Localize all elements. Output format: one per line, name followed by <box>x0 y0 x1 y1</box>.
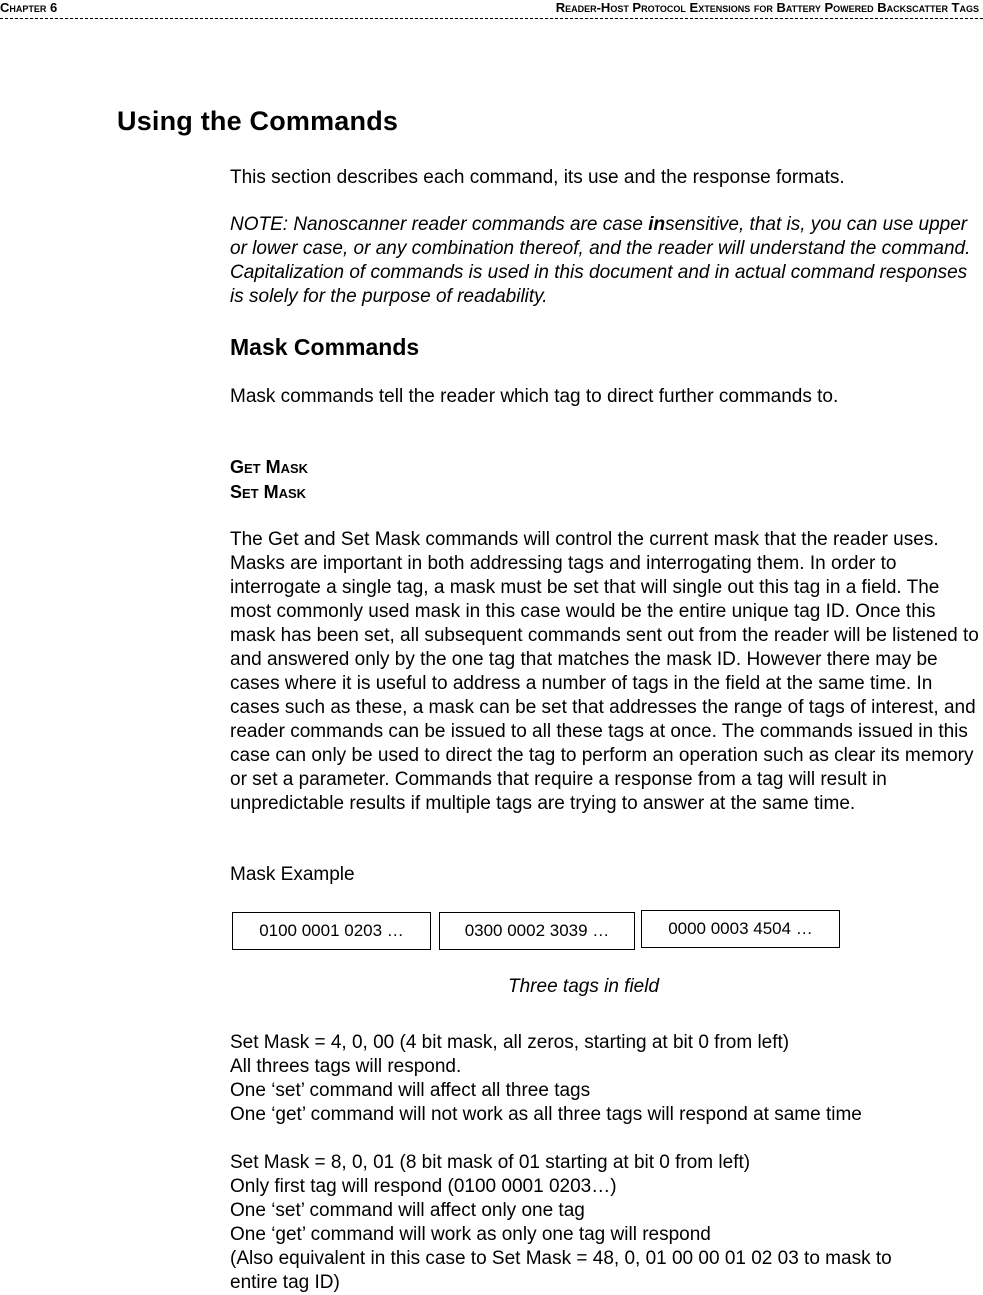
example-one-line: One ‘set’ command will affect all three tags <box>230 1080 591 1101</box>
example-one-line: All threes tags will respond. <box>230 1056 462 1077</box>
command-set-mask: Set Mask <box>230 482 307 502</box>
tag-box-3: 0000 0003 4504 … <box>641 910 840 948</box>
mask-description: The Get and Set Mask commands will control the current mask that the reader uses. Masks are important in both addressing tags and interrogating them. In order to interrogate a single tag, a mask must be set that will single out this tag in a field. The most commonly used mask in this case would be the entire unique tag ID. Once this mask has been set, all subsequent commands sent out from the reader will be listened to and answered only by the one tag that matches the mask ID. However there may be cases where it is useful to address a number of tags in the field at the same time. In cases such as these, a mask can be set that addresses the range of tags of interest, and reader commands can be issued to all these tags at once. The commands issued in this case can only be used to direct the tag to perform an operation such as clear its memory or set a parameter. Commands that require a response from a tag will result in unpredictable results if multiple tags are trying to answer at the same time. <box>230 529 979 814</box>
example-one <box>230 1031 982 1127</box>
example-one-line: One ‘get’ command will not work as all three tags will respond at same time <box>230 1104 862 1125</box>
note-paragraph <box>230 213 982 309</box>
figure-caption: Three tags in field <box>508 976 660 997</box>
example-two-line: Set Mask = 8, 0, 01 (8 bit mask of 01 starting at bit 0 from left) <box>230 1152 751 1173</box>
page-title: Using the Commands <box>117 106 399 136</box>
tag-box-1: 0100 0001 0203 … <box>232 912 431 950</box>
note-emphasis: in <box>648 214 666 235</box>
example-two-line: Only first tag will respond (0100 0001 0203…) <box>230 1176 617 1197</box>
example-one-line: Set Mask = 4, 0, 00 (4 bit mask, all zeros, starting at bit 0 from left) <box>230 1032 790 1053</box>
intro-paragraph: This section describes each command, its use and the response formats. <box>230 167 845 188</box>
note-text-before: NOTE: Nanoscanner reader commands are case <box>230 214 649 235</box>
example-label: Mask Example <box>230 864 355 885</box>
tag-box-2: 0300 0002 3039 … <box>439 912 635 950</box>
example-two-line: (Also equivalent in this case to Set Mask = 48, 0, 01 00 00 01 02 03 to mask to <box>230 1248 892 1269</box>
chapter-title: Reader-Host Protocol Extensions for Battery Powered Backscatter Tags <box>555 0 979 15</box>
running-header <box>0 0 983 19</box>
section-intro: Mask commands tell the reader which tag to direct further commands to. <box>230 386 839 407</box>
command-get-mask: Get Mask <box>230 457 309 477</box>
example-two-line: entire tag ID) <box>230 1272 340 1293</box>
chapter-label: Chapter 6 <box>0 0 58 15</box>
example-two-line: One ‘set’ command will affect only one tag <box>230 1200 585 1221</box>
example-two <box>230 1151 982 1295</box>
note-text-after: sensitive, that is, you can use upper or lower case, or any combination thereof, and the reader will understand the command. Capitalization of commands is used in this document and in actual command responses is solely for the purpose of readability. <box>230 214 971 307</box>
example-two-line: One ‘get’ command will work as only one tag will respond <box>230 1224 711 1245</box>
section-heading: Mask Commands <box>230 334 420 360</box>
